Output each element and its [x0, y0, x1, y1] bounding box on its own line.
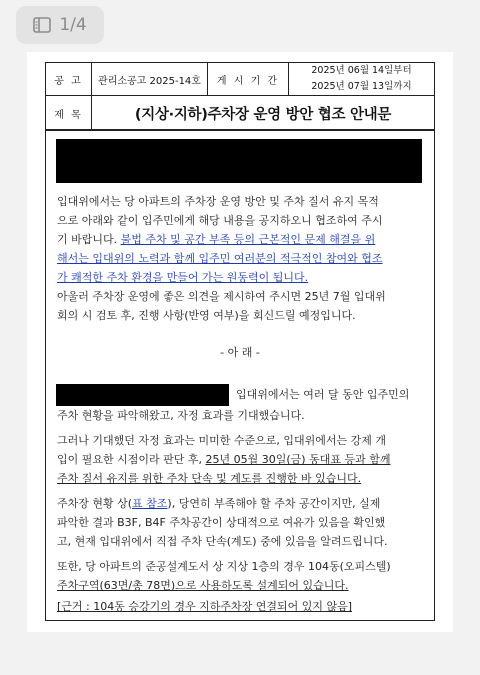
redacted-block: [56, 384, 229, 406]
redacted-block: [56, 139, 422, 183]
document-list-icon: [33, 17, 51, 33]
body-line: 입이 필요한 시점이라 판단 후, 25년 05월 30일(금) 동대표 등과 함께: [57, 453, 391, 466]
notice-header-table: [45, 62, 435, 131]
body-line: 또한, 당 아파트의 준공설계도서 상 지상 1층의 경우 104동(오피스텔): [57, 560, 391, 573]
notice-title: (지상·지하)주차장 운영 방안 협조 안내문: [92, 96, 435, 131]
body-line: 기 바랍니다. 불법 주차 및 공간 부족 등의 근본적인 문제 해결을 위: [57, 233, 376, 246]
title-label: 제 목: [46, 96, 92, 131]
underlined-text: [근거 : 104동 승강기의 경우 지하주차장 연결되어 있지 않음]: [57, 600, 353, 613]
body-line: 입대위에서는 여러 달 동안 입주민의: [236, 388, 410, 401]
highlighted-text: 해서는 입대위의 노력과 함께 입주민 여러분의 적극적인 참여와 협조: [57, 252, 383, 265]
underlined-text: 주차 질서 유지를 위한 주차 단속 및 계도를 진행한 바 있습니다.: [57, 472, 362, 485]
underlined-text: 주차구역(63면/총 78면)으로 사용하도록 설계되어 있습니다.: [57, 579, 349, 592]
underlined-text: 25년 05월 30일(금) 동대표 등과 함께: [205, 453, 391, 466]
period-start: 2025년 06월 14일부터: [311, 65, 412, 76]
highlighted-text: 불법 주차 및 공간 부족 등의 근본적인 문제 해결을 위: [120, 233, 376, 246]
notice-label: 공 고: [46, 63, 92, 96]
notice-body: [45, 129, 435, 621]
body-line: 주차장 현황 상(표 참조), 당연히 부족해야 할 주차 공간이지만, 실제: [57, 497, 381, 510]
page-indicator[interactable]: [16, 6, 104, 44]
body-line: 회의 시 검토 후, 진행 사항(반영 여부)을 회신드릴 예정입니다.: [57, 309, 356, 322]
document-page: [27, 52, 453, 632]
page-counter: 1/4: [59, 15, 87, 35]
section-mark: - 아 래 -: [220, 346, 260, 359]
posting-period: [289, 63, 435, 96]
period-label: 게 시 기 간: [208, 63, 289, 96]
body-line: 파악한 결과 B3F, B4F 주차공간이 상대적으로 여유가 있음을 확인했: [57, 516, 386, 529]
body-line: 고, 현재 입대위에서 직접 주차 단속(계도) 중에 있음을 알려드립니다.: [57, 535, 388, 548]
body-line: 으로 아래와 같이 입주민에게 해당 내용을 공지하오니 협조하여 주시: [57, 214, 383, 227]
body-line: 입대위에서는 당 아파트의 주차장 운영 방안 및 주차 질서 유지 목적: [57, 195, 379, 208]
notice-number: 관리소공고 2025-14호: [92, 63, 208, 96]
body-line: 주차 현황을 파악해왔고, 자정 효과를 기대했습니다.: [57, 409, 305, 422]
period-end: 2025년 07월 13일까지: [311, 81, 412, 92]
body-line: 그러나 기대했던 자정 효과는 미미한 수준으로, 입대위에서는 강제 개: [57, 434, 386, 447]
body-line: 아울러 주차장 운영에 좋은 의견을 제시하여 주시면 25년 7월 입대위: [57, 290, 386, 303]
highlighted-text: 가 쾌적한 주차 환경을 만들어 가는 원동력이 됩니다.: [57, 271, 309, 284]
table-reference: 표 참조: [132, 497, 168, 510]
